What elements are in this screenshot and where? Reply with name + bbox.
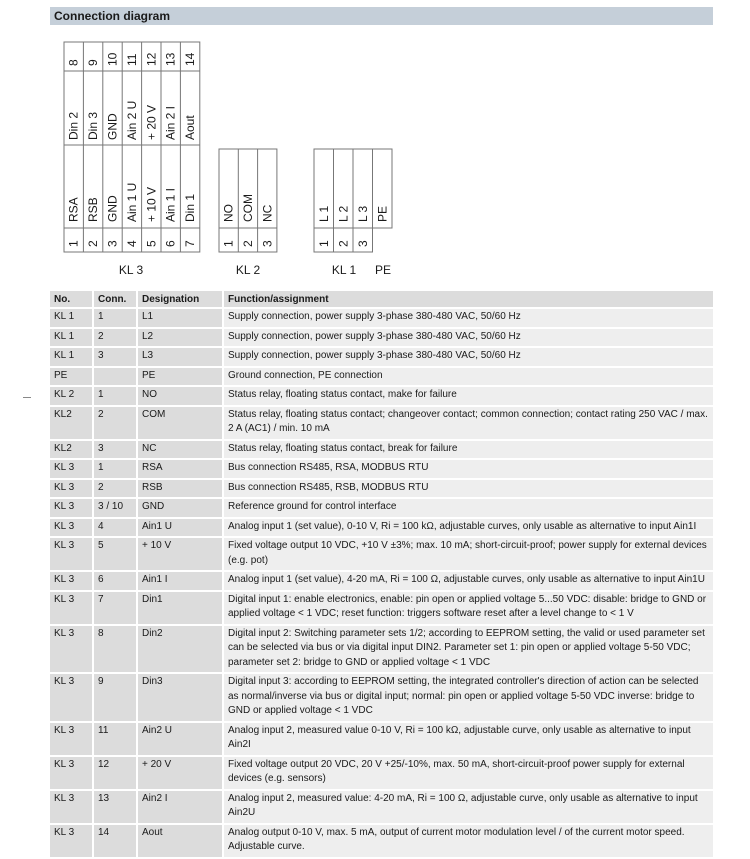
- cell-designation: NC: [138, 441, 224, 459]
- kl3-top-name: + 20 V: [144, 104, 159, 140]
- cell-function: Analog input 2, measured value: 4-20 mA, Ri = 100 Ω, adjustable curve, only usable as alternative to input Ain2U: [224, 791, 713, 823]
- kl3-top-number: 11: [124, 53, 139, 66]
- kl3-bottom-number: 7: [183, 240, 198, 247]
- kl3-bottom-number: 6: [163, 240, 178, 247]
- cell-function: Digital input 3: according to EEPROM setting, the integrated controller's direction of action can be selected as normal/inverse via bus or digital input; normal: pin open or applied voltage 5-50 VDC inverse: bridge to GND or applied voltage < 1 VDC: [224, 674, 713, 721]
- table-row: [50, 499, 713, 517]
- table-row: [50, 441, 713, 459]
- cell-no: KL 3: [50, 825, 94, 857]
- cell-function: Analog input 2, measured value 0-10 V, Ri = 100 kΩ, adjustable curve, only usable as alternative to input Ain2I: [224, 723, 713, 755]
- kl1-terminal-name: L 3: [355, 205, 370, 222]
- kl3-bottom-name: + 10 V: [144, 186, 159, 222]
- cell-conn: 1: [94, 309, 138, 327]
- terminal-block-kl2: [219, 149, 277, 252]
- cell-designation: L3: [138, 348, 224, 366]
- cell-function: Bus connection RS485, RSA, MODBUS RTU: [224, 460, 713, 478]
- table-row: [50, 538, 713, 570]
- cell-no: KL 3: [50, 480, 94, 498]
- cell-no: KL 3: [50, 791, 94, 823]
- table-row: [50, 329, 713, 347]
- table-row: [50, 592, 713, 624]
- terminal-block-kl1: [314, 149, 392, 252]
- cell-designation: L1: [138, 309, 224, 327]
- cell-no: KL 3: [50, 723, 94, 755]
- cell-conn: 4: [94, 519, 138, 537]
- table-row: [50, 791, 713, 823]
- table-row: [50, 519, 713, 537]
- kl2-terminal-name: COM: [240, 194, 255, 222]
- kl3-top-number: 9: [86, 59, 101, 66]
- cell-function: Supply connection, power supply 3-phase 380-480 VAC, 50/60 Hz: [224, 348, 713, 366]
- cell-conn: 2: [94, 407, 138, 439]
- kl3-bottom-number: 3: [105, 240, 120, 247]
- cell-designation: + 20 V: [138, 757, 224, 789]
- cell-conn: 1: [94, 387, 138, 405]
- kl3-top-name: Aout: [183, 115, 198, 140]
- cell-no: KL 3: [50, 626, 94, 673]
- cell-no: KL 1: [50, 329, 94, 347]
- cell-conn: 3: [94, 348, 138, 366]
- cell-conn: 9: [94, 674, 138, 721]
- table-row: [50, 348, 713, 366]
- cell-no: KL2: [50, 407, 94, 439]
- cell-function: Reference ground for control interface: [224, 499, 713, 517]
- cell-no: KL 3: [50, 460, 94, 478]
- cell-conn: 3 / 10: [94, 499, 138, 517]
- cell-conn: 6: [94, 572, 138, 590]
- cell-conn: 8: [94, 626, 138, 673]
- kl3-bottom-number: 2: [86, 240, 101, 247]
- kl2-terminal-name: NC: [260, 204, 275, 222]
- cell-conn: 13: [94, 791, 138, 823]
- table-row: [50, 387, 713, 405]
- kl2-terminal-number: 3: [260, 240, 275, 247]
- cell-conn: 1: [94, 460, 138, 478]
- cell-designation: NO: [138, 387, 224, 405]
- kl1-terminal-name: L 2: [336, 205, 351, 222]
- cell-function: Analog output 0-10 V, max. 5 mA, output of current motor modulation level / of the current motor speed. Adjustable curve.: [224, 825, 713, 857]
- cell-designation: Din1: [138, 592, 224, 624]
- kl3-bottom-name: GND: [105, 195, 120, 222]
- cell-designation: Din3: [138, 674, 224, 721]
- kl1-label: KL 1: [331, 263, 357, 277]
- kl3-top-number: 8: [66, 59, 81, 66]
- cell-no: KL 3: [50, 572, 94, 590]
- cell-no: KL 3: [50, 519, 94, 537]
- kl3-top-number: 12: [144, 52, 159, 66]
- cell-function: Ground connection, PE connection: [224, 368, 713, 386]
- cell-designation: Ain2 I: [138, 791, 224, 823]
- cell-function: Analog input 1 (set value), 4-20 mA, Ri = 100 Ω, adjustable curves, only usable as alternative to input Ain1U: [224, 572, 713, 590]
- cell-function: Analog input 1 (set value), 0-10 V, Ri = 100 kΩ, adjustable curves, only usable as alternative to input Ain1I: [224, 519, 713, 537]
- kl3-top-number: 14: [183, 52, 198, 66]
- cell-conn: 5: [94, 538, 138, 570]
- table-row: [50, 757, 713, 789]
- table-row: [50, 723, 713, 755]
- kl2-terminal-name: NO: [221, 204, 236, 222]
- kl1-terminal-name: PE: [375, 205, 390, 222]
- table-row: [50, 309, 713, 327]
- kl3-top-number: 10: [105, 52, 120, 66]
- table-row: [50, 825, 713, 857]
- header-no: No.: [50, 291, 94, 307]
- cell-no: PE: [50, 368, 94, 386]
- cell-function: Status relay, floating status contact; changeover contact; common connection; contact rating 250 VAC / max. 2 A (AC1) / min. 10 mA: [224, 407, 713, 439]
- cell-conn: 3: [94, 441, 138, 459]
- cell-function: Digital input 2: Switching parameter sets 1/2; according to EEPROM setting, the valid or used parameter set can be selected via bus or via digital input DIN2. Parameter set 1: pin open or applied voltage 5-50 VDC; parameter set 2: bridge to GND or applied voltage < 1 VDC: [224, 626, 713, 673]
- cell-conn: 2: [94, 480, 138, 498]
- cell-designation: Ain1 U: [138, 519, 224, 537]
- cell-function: Digital input 1: enable electronics, enable: pin open or applied voltage 5...50 VDC: disable: bridge to GND or applied voltage < 1 VDC; reset function: triggers software reset after a level change to < 1 V: [224, 592, 713, 624]
- kl1-terminal-number: 3: [355, 240, 370, 247]
- cell-designation: + 10 V: [138, 538, 224, 570]
- kl3-bottom-number: 4: [124, 240, 139, 247]
- cell-function: Fixed voltage output 20 VDC, 20 V +25/-10%, max. 50 mA, short-circuit-proof power supply for external devices (e.g. sensors): [224, 757, 713, 789]
- cell-designation: RSB: [138, 480, 224, 498]
- kl3-bottom-name: RSA: [66, 197, 81, 222]
- connection-diagram: [0, 0, 750, 285]
- kl3-bottom-number: 5: [144, 240, 159, 247]
- table-row: [50, 407, 713, 439]
- cell-designation: Ain1 I: [138, 572, 224, 590]
- table-row: [50, 626, 713, 673]
- section-title: Connection diagram: [50, 7, 713, 25]
- terminal-block-kl3: [64, 42, 200, 252]
- table-row: [50, 368, 713, 386]
- cell-conn: 12: [94, 757, 138, 789]
- kl3-top-name: Din 3: [86, 111, 101, 140]
- header-designation: Designation: [138, 291, 224, 307]
- header-conn: Conn.: [94, 291, 138, 307]
- kl3-top-number: 13: [163, 52, 178, 66]
- cell-no: KL 3: [50, 757, 94, 789]
- table-row: [50, 572, 713, 590]
- kl2-label: KL 2: [235, 263, 261, 277]
- cell-no: KL 2: [50, 387, 94, 405]
- kl1-terminal-number: 1: [316, 240, 331, 247]
- cell-designation: GND: [138, 499, 224, 517]
- cell-conn: 14: [94, 825, 138, 857]
- kl3-top-name: GND: [105, 113, 120, 140]
- cell-conn: 7: [94, 592, 138, 624]
- kl3-label: KL 3: [118, 263, 144, 277]
- cell-function: Supply connection, power supply 3-phase 380-480 VAC, 50/60 Hz: [224, 309, 713, 327]
- table-row: [50, 480, 713, 498]
- cell-conn: 2: [94, 329, 138, 347]
- cell-designation: Aout: [138, 825, 224, 857]
- cell-designation: L2: [138, 329, 224, 347]
- pe-label: PE: [374, 263, 392, 277]
- kl3-top-name: Ain 2 I: [163, 105, 178, 140]
- kl1-terminal-name: L 1: [316, 205, 331, 222]
- cell-no: KL 3: [50, 592, 94, 624]
- cell-function: Bus connection RS485, RSB, MODBUS RTU: [224, 480, 713, 498]
- cell-no: KL 3: [50, 499, 94, 517]
- cell-function: Status relay, floating status contact, break for failure: [224, 441, 713, 459]
- kl3-bottom-name: RSB: [86, 197, 101, 222]
- kl3-bottom-name: Din 1: [183, 193, 198, 222]
- kl1-terminal-number: 2: [336, 240, 351, 247]
- margin-mark: [23, 397, 31, 398]
- cell-designation: COM: [138, 407, 224, 439]
- kl2-terminal-number: 2: [240, 240, 255, 247]
- cell-designation: PE: [138, 368, 224, 386]
- kl3-top-name: Ain 2 U: [124, 100, 139, 140]
- header-function: Function/assignment: [224, 291, 713, 307]
- assignment-table: [50, 289, 713, 859]
- cell-designation: Ain2 U: [138, 723, 224, 755]
- cell-no: KL 1: [50, 309, 94, 327]
- table-row: [50, 674, 713, 721]
- kl2-terminal-number: 1: [221, 240, 236, 247]
- cell-designation: RSA: [138, 460, 224, 478]
- cell-function: Status relay, floating status contact, make for failure: [224, 387, 713, 405]
- cell-no: KL 3: [50, 674, 94, 721]
- cell-designation: Din2: [138, 626, 224, 673]
- table-row: [50, 460, 713, 478]
- table-header-row: [50, 291, 713, 307]
- cell-no: KL2: [50, 441, 94, 459]
- kl3-bottom-name: Ain 1 U: [124, 182, 139, 222]
- cell-function: Fixed voltage output 10 VDC, +10 V ±3%; max. 10 mA; short-circuit-proof; power supply for external devices (e.g. pot): [224, 538, 713, 570]
- cell-no: KL 1: [50, 348, 94, 366]
- cell-no: KL 3: [50, 538, 94, 570]
- kl3-bottom-number: 1: [66, 240, 81, 247]
- cell-conn: 11: [94, 723, 138, 755]
- kl3-top-name: Din 2: [66, 111, 81, 140]
- kl3-bottom-name: Ain 1 I: [163, 187, 178, 222]
- cell-function: Supply connection, power supply 3-phase 380-480 VAC, 50/60 Hz: [224, 329, 713, 347]
- cell-conn: [94, 368, 138, 386]
